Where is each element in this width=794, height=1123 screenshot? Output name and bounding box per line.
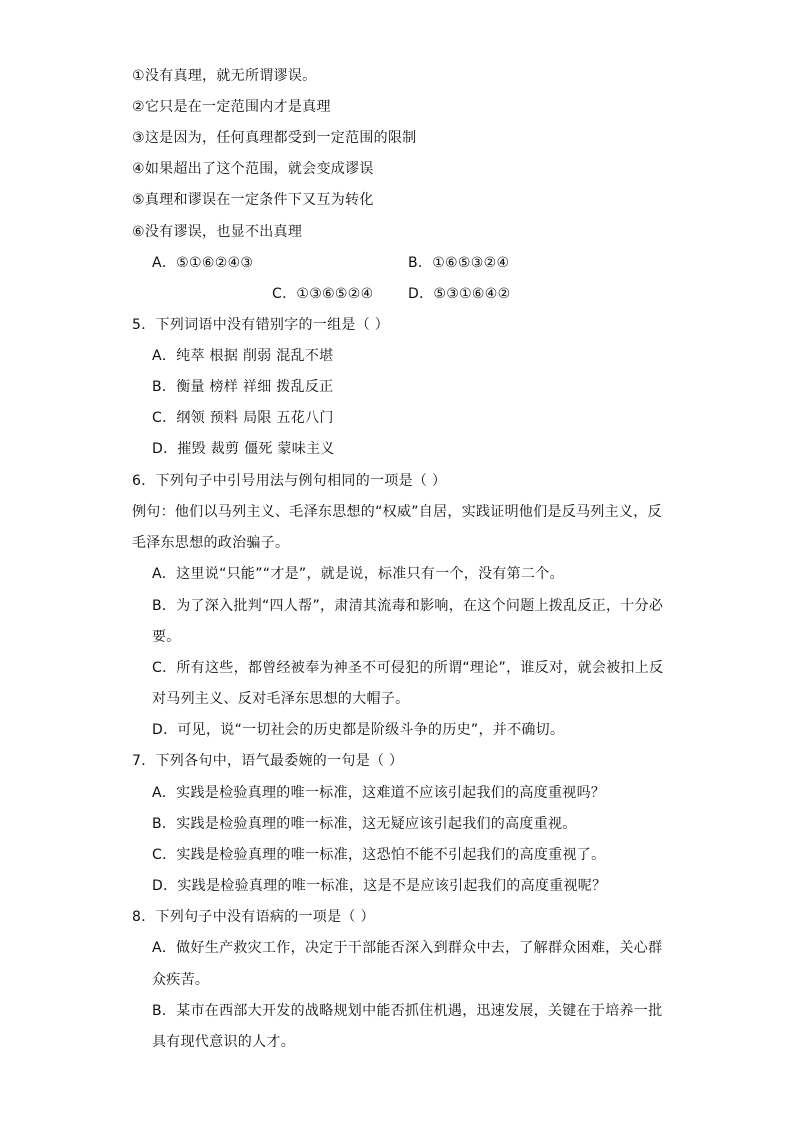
q8-option-a-line-1: A．做好生产救灾工作，决定于干部能否深入到群众中去，了解群众困难，关心群 (152, 940, 663, 956)
q4-option-c: C．①③⑥⑤②④ (272, 286, 374, 302)
q6-option-a: A．这里说“只能”“才是”，就是说，标准只有一个，没有第二个。 (152, 566, 564, 582)
q7-option-a: A．实践是检验真理的唯一标准，这难道不应该引起我们的高度重视吗？ (152, 785, 606, 801)
q4-option-b: B．①⑥⑤③②④ (408, 255, 510, 271)
q6-stem: 6．下列句子中引号用法与例句相同的一项是（ ） (132, 473, 447, 489)
q7-option-c: C．实践是检验真理的唯一标准，这恐怕不能不引起我们的高度重视了。 (152, 847, 606, 863)
q5-stem: 5．下列词语中没有错别字的一组是（ ） (132, 317, 390, 333)
q5-option-b: B．衡量 榜样 祥细 拨乱反正 (152, 379, 334, 395)
q6-option-b-line-1: B．为了深入批判“四人帮”，肃清其流毒和影响，在这个问题上拨乱反正，十分必 (152, 598, 664, 614)
q6-option-c-line-2: 对马列主义、反对毛泽东思想的大帽子。 (152, 691, 410, 707)
q6-example-line-2: 毛泽东思想的政治骗子。 (132, 535, 290, 551)
sentence-5: ⑤真理和谬误在一定条件下又互为转化 (132, 192, 374, 208)
sentence-3: ③这是因为，任何真理都受到一定范围的限制 (132, 130, 417, 146)
q5-option-a: A．纯萃 根据 削弱 混乱不堪 (152, 348, 334, 364)
q8-option-b-line-1: B．某市在西部大开发的战略规划中能否抓住机遇，迅速发展，关键在于培养一批 (152, 1003, 663, 1019)
q7-stem: 7．下列各句中，语气最委婉的一句是（ ） (132, 753, 404, 769)
q6-option-b-line-2: 要。 (152, 629, 181, 645)
q7-option-b: B．实践是检验真理的唯一标准，这无疑应该引起我们的高度重视。 (152, 816, 577, 832)
sentence-4: ④如果超出了这个范围，就会变成谬误 (132, 161, 374, 177)
q8-option-b-line-2: 具有现代意识的人才。 (152, 1034, 295, 1050)
q8-option-a-line-2: 众疾苦。 (152, 972, 210, 988)
q7-option-d: D．实践是检验真理的唯一标准，这是不是应该引起我们的高度重视呢？ (152, 878, 607, 894)
q5-option-d: D．摧毁 裁剪 僵死 蒙味主义 (152, 441, 335, 457)
q6-option-d: D．可见，说“一切社会的历史都是阶级斗争的历史”，并不确切。 (152, 722, 565, 738)
sentence-2: ②它只是在一定范围内才是真理 (132, 99, 331, 115)
sentence-6: ⑥没有谬误，也显不出真理 (132, 224, 303, 240)
q8-stem: 8．下列句子中没有语病的一项是（ ） (132, 909, 375, 925)
q4-option-d: D．⑤③①⑥④② (408, 286, 511, 302)
q5-option-c: C．纲领 预料 局限 五花八门 (152, 410, 334, 426)
q6-example-line-1: 例句：他们以马列主义、毛泽东思想的“权威”自居，实践证明他们是反马列主义，反 (132, 504, 662, 520)
q4-option-a: A．⑤①⑥②④③ (152, 255, 254, 271)
q6-option-c-line-1: C．所有这些，都曾经被奉为神圣不可侵犯的所谓“理论”，谁反对，就会被扣上反 (152, 660, 664, 676)
sentence-1: ①没有真理，就无所谓谬误。 (132, 68, 317, 84)
